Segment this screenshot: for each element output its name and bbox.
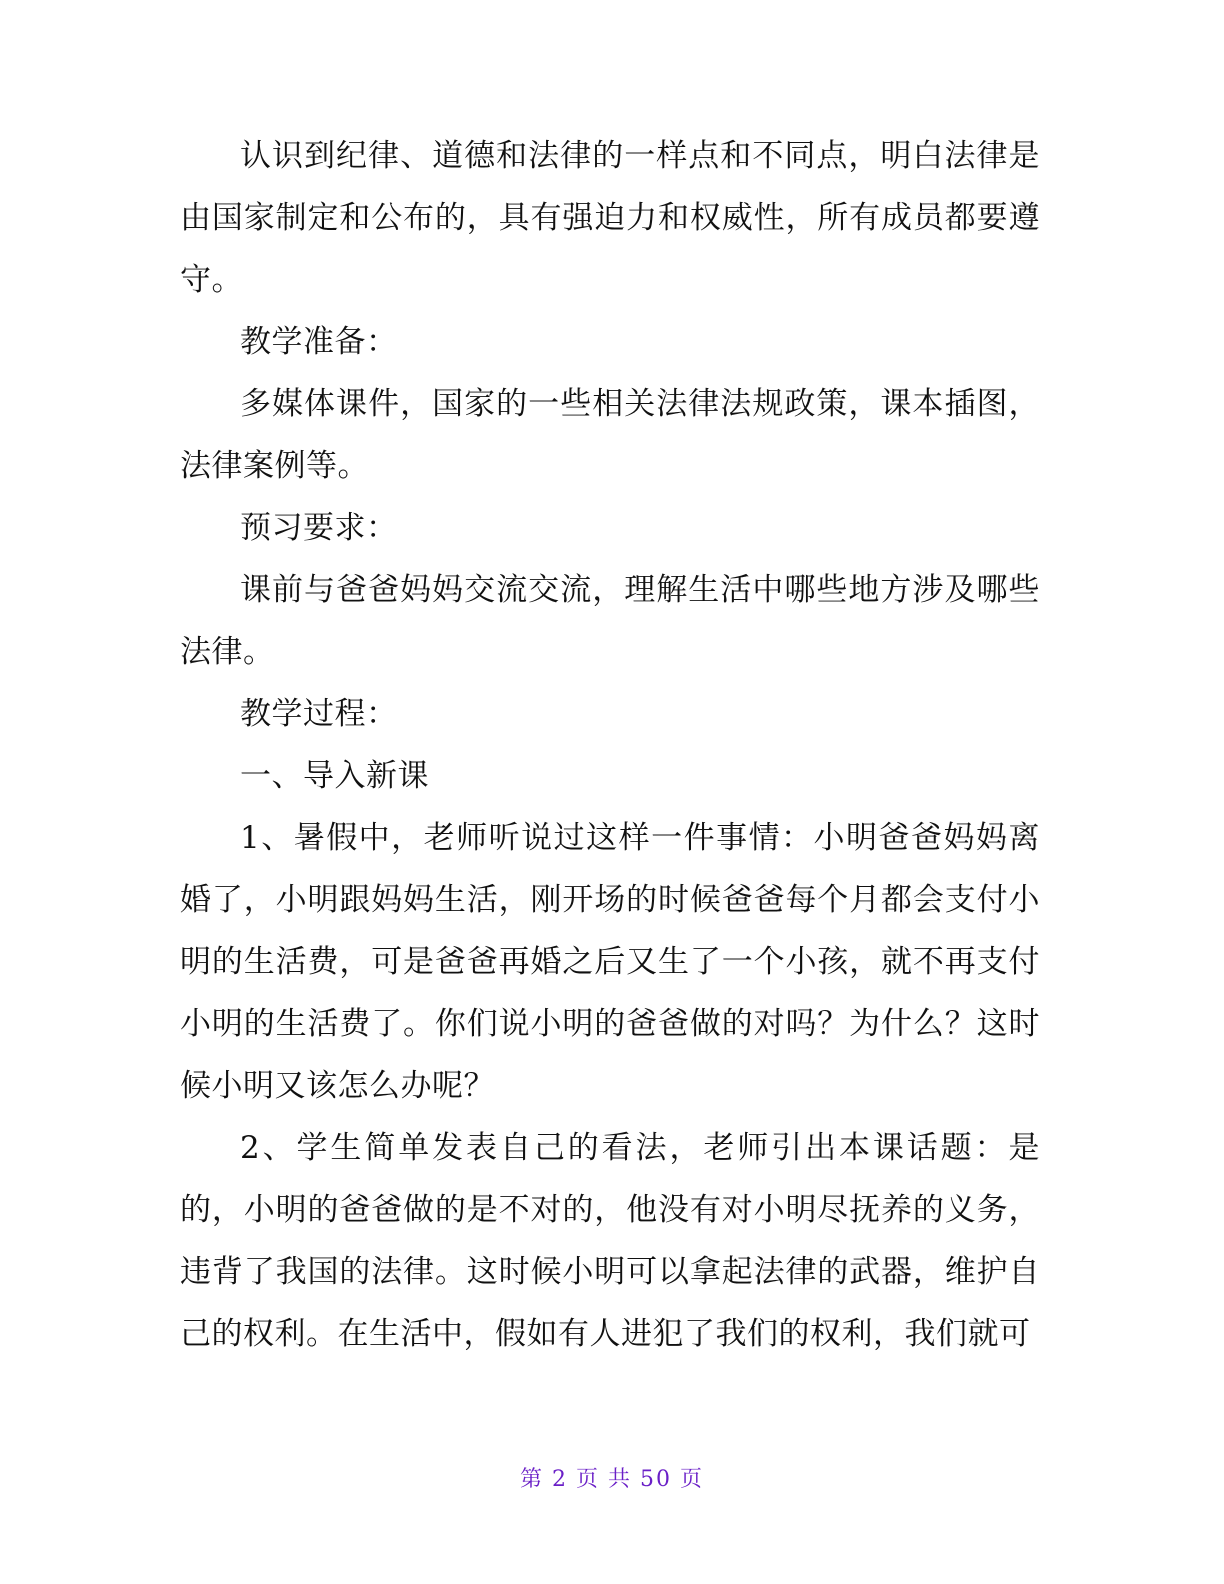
footer-total-unit: 页: [680, 1467, 705, 1492]
paragraph-learning-goal: 认识到纪律、道德和法律的一样点和不同点，明白法律是由国家制定和公布的，具有强迫力和权威性，所有成员都要遵守。: [180, 138, 1040, 298]
footer-prefix: 第: [519, 1467, 544, 1492]
total-page-count: 50: [640, 1467, 673, 1492]
page-footer: [0, 1462, 1224, 1498]
paragraph-story-case: 1、暑假中，老师听说过这样一件事情：小明爸爸妈妈离婚了，小明跟妈妈生活，刚开场的时候爸爸每个月都会支付小明的生活费，可是爸爸再婚之后又生了一个小孩，就不再支付小明的生活费了。你们说小明的爸爸做的对吗？为什么？这时候小明又该怎么办呢？: [180, 820, 1040, 1104]
paragraph-teaching-materials: 多媒体课件，国家的一些相关法律法规政策，课本插图，法律案例等。: [180, 386, 1040, 484]
heading-introduce-lesson: 一、导入新课: [240, 758, 429, 794]
heading-preview-requirements: 预习要求：: [240, 510, 398, 546]
footer-page-unit: 页: [575, 1467, 600, 1492]
paragraph-preview-task: 课前与爸爸妈妈交流交流，理解生活中哪些地方涉及哪些法律。: [180, 572, 1040, 670]
heading-teaching-process: 教学过程：: [240, 696, 398, 732]
footer-total-prefix: 共: [608, 1467, 633, 1492]
document-body: [180, 125, 1040, 1365]
current-page-number: 2: [551, 1467, 568, 1492]
paragraph-student-discussion: 2、学生简单发表自己的看法，老师引出本课话题：是的，小明的爸爸做的是不对的，他没有对小明尽抚养的义务，违背了我国的法律。这时候小明可以拿起法律的武器，维护自己的权利。在生活中，假如有人进犯了我们的权利，我们就可: [180, 1130, 1040, 1352]
heading-teaching-preparation: 教学准备：: [240, 324, 398, 360]
